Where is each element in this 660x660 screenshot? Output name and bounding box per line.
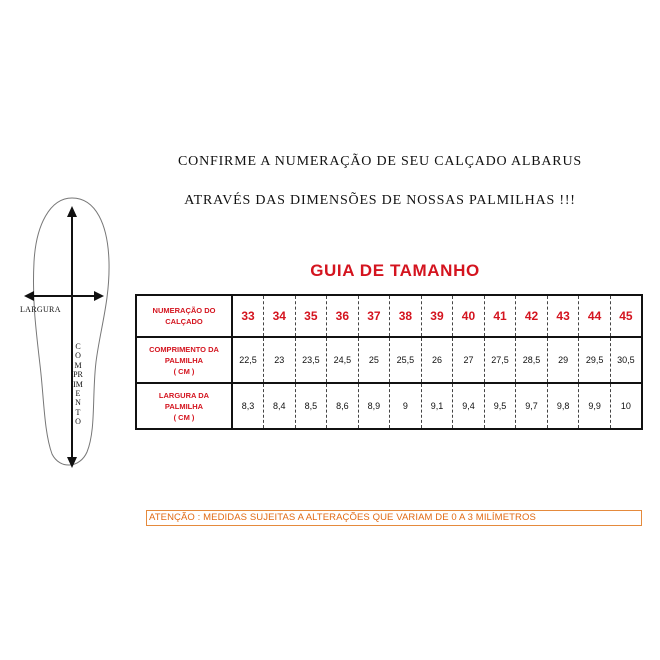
size-number-cell: 40 <box>453 295 485 337</box>
size-number-cell: 38 <box>390 295 422 337</box>
size-number-cell: 36 <box>327 295 359 337</box>
size-number-cell: 45 <box>610 295 642 337</box>
measurement-cell: 28,5 <box>516 337 548 383</box>
size-number-cell: 39 <box>421 295 453 337</box>
width-label: LARGURA <box>20 305 61 314</box>
length-arrow-head-bottom <box>67 457 77 468</box>
insole-width-row <box>136 383 642 429</box>
measurement-cell: 29 <box>547 337 579 383</box>
width-arrow-head-left <box>24 291 34 301</box>
size-number-cell: 43 <box>547 295 579 337</box>
size-number-cell: 44 <box>579 295 611 337</box>
measurement-cell: 8,9 <box>358 383 390 429</box>
measurement-cell: 8,6 <box>327 383 359 429</box>
measurement-cell: 26 <box>421 337 453 383</box>
measurement-cell: 25 <box>358 337 390 383</box>
measurement-cell: 30,5 <box>610 337 642 383</box>
row-header-line: ( CM ) <box>173 366 195 376</box>
measurement-cell: 8,3 <box>232 383 264 429</box>
length-arrow-head-top <box>67 206 77 217</box>
measurement-cell: 9,1 <box>421 383 453 429</box>
measurement-cell: 23,5 <box>295 337 327 383</box>
measurement-cell: 22,5 <box>232 337 264 383</box>
size-number-cell: 42 <box>516 295 548 337</box>
row-header-line: COMPRIMENTO DA <box>149 344 219 354</box>
measurement-cell: 9 <box>390 383 422 429</box>
row-header <box>136 383 232 429</box>
headline-line-2: ATRAVÉS DAS DIMENSÕES DE NOSSAS PALMILHAS !!! <box>184 193 576 208</box>
measurement-cell: 8,5 <box>295 383 327 429</box>
measurement-cell: 29,5 <box>579 337 611 383</box>
size-number-cell: 33 <box>232 295 264 337</box>
size-number-cell: 37 <box>358 295 390 337</box>
row-header-line: PALMILHA <box>164 401 204 411</box>
measurement-cell: 9,4 <box>453 383 485 429</box>
row-header-line: NUMERAÇÃO DO <box>152 306 216 315</box>
measurement-cell: 10 <box>610 383 642 429</box>
measurement-cell: 27 <box>453 337 485 383</box>
measurement-cell: 9,7 <box>516 383 548 429</box>
measurement-cell: 25,5 <box>390 337 422 383</box>
width-arrow-head-right <box>94 291 104 301</box>
measurement-cell: 9,9 <box>579 383 611 429</box>
headline-line-1: CONFIRME A NUMERAÇÃO DE SEU CALÇADO ALBARUS <box>178 154 582 169</box>
row-header-line: LARGURA DA <box>158 390 210 400</box>
measurement-cell: 8,4 <box>264 383 296 429</box>
row-header <box>136 295 232 337</box>
size-number-row <box>136 295 642 337</box>
insole-diagram <box>0 0 140 500</box>
size-table <box>135 294 643 430</box>
guide-title: GUIA DE TAMANHO <box>310 261 480 280</box>
length-label: COMPRIMENTO <box>73 342 83 427</box>
measurement-cell: 23 <box>264 337 296 383</box>
measurement-cell: 27,5 <box>484 337 516 383</box>
row-header-line: ( CM ) <box>173 412 195 422</box>
insole-length-row <box>136 337 642 383</box>
size-number-cell: 35 <box>295 295 327 337</box>
row-header-line: PALMILHA <box>164 355 204 365</box>
row-header-line: CALÇADO <box>165 317 203 326</box>
size-number-cell: 41 <box>484 295 516 337</box>
size-number-cell: 34 <box>264 295 296 337</box>
measurement-cell: 24,5 <box>327 337 359 383</box>
row-header <box>136 337 232 383</box>
measurement-cell: 9,5 <box>484 383 516 429</box>
measurement-cell: 9,8 <box>547 383 579 429</box>
attention-note: ATENÇÃO : MEDIDAS SUJEITAS A ALTERAÇÕES QUE VARIAM DE 0 A 3 MILÍMETROS <box>146 510 642 526</box>
